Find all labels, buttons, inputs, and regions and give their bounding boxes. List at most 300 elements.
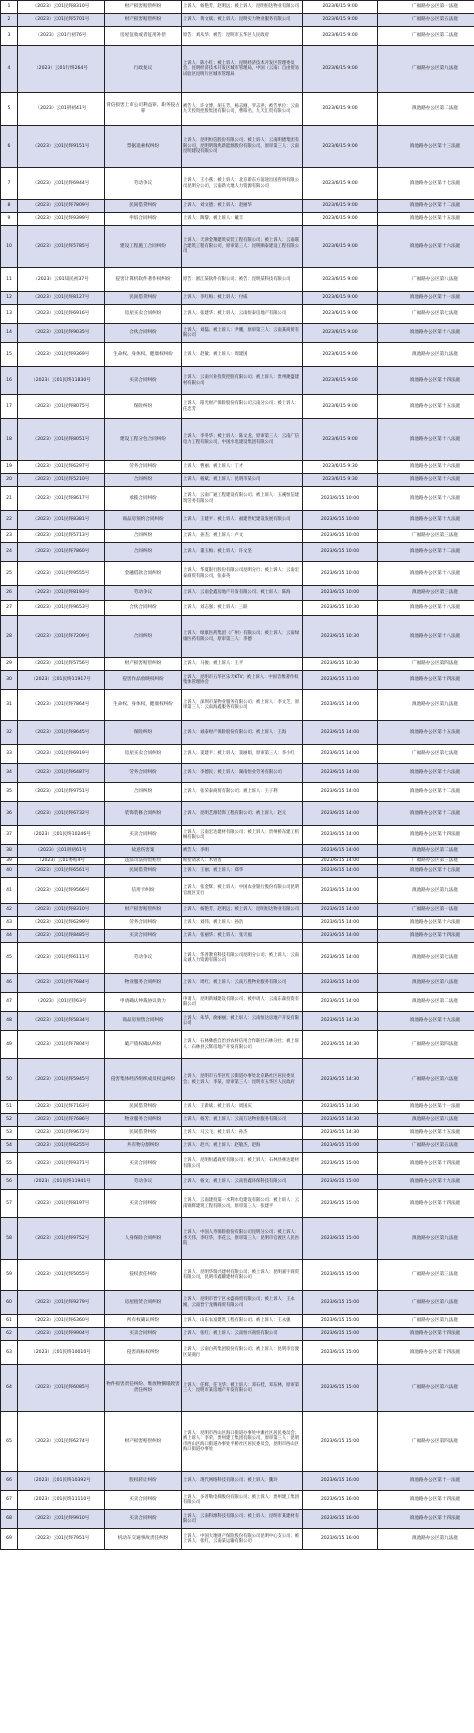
case-cause: 物业服务合同纠纷 [105,974,182,993]
case-parties: 上诉人：朱华，俞丽丽；被上诉人：云南恒达房地产开发有限公司 [182,1012,303,1031]
case-number: （2023）云01刑初41号 [18,93,105,126]
table-row [1,671,474,690]
case-parties: 上诉人：现代网络科技有限公司；被上诉人：魏玲 [182,1472,303,1491]
courtroom: 广福路办公区第五法庭 [378,1140,474,1153]
courtroom: 广福路办公区第四法庭 [378,1031,474,1059]
hearing-time: 2023/6/15 14:00 [303,993,378,1012]
row-number: 4 [1,46,18,93]
case-cause: 侵害商标权纠纷 [105,1341,182,1365]
row-number: 9 [1,213,18,226]
row-number: 45 [1,943,18,974]
table-row [1,993,474,1012]
case-parties: 上诉人：孙杰；被上诉人：卢文 [182,530,303,543]
courtroom: 滇池路办公区第十九法庭 [378,511,474,530]
row-number: 13 [1,305,18,324]
table-row [1,168,474,200]
case-cause: 民间借贷纠纷 [105,1127,182,1140]
table-row [1,930,474,943]
case-cause: 所有权确认纠纷 [105,1315,182,1328]
hearing-time: 2023/6/15 16:00 [303,1510,378,1529]
case-number: （2023）云01民终5834号 [18,1012,105,1031]
hearing-time: 2023/6/15 15:00 [303,1341,378,1365]
case-parties: 上诉人：张建华；被上诉人：云南恒泰房地产有限公司 [182,305,303,324]
case-number: （2023）云01民终9151号 [18,126,105,168]
case-parties: 上诉人：云南白药集团股份有限公司；被上诉人：昆明市官渡区某商行 [182,1341,303,1365]
case-parties: 上诉人：华夏银行股份有限公司昆明分行；被上诉人：云南宏泰商贸有限公司，张泰英 [182,562,303,586]
case-cause: 买卖合同纠纷 [105,826,182,845]
table-row [1,802,474,826]
case-cause: 申诉合同纠纷 [105,213,182,226]
case-cause: 保险纠纷 [105,721,182,745]
case-number: （2023）云01民终9751号 [18,783,105,802]
table-row [1,858,474,865]
case-parties: 上诉人：云南金鑫房地产开发有限公司；被上诉人：陈海 [182,586,303,601]
courtroom: 广福路办公区第三法庭 [378,858,474,865]
courtroom: 滇池路办公区第八法庭 [378,974,474,993]
table-row [1,1153,474,1175]
case-parties: 上诉人：王建平；被上诉人：福建世纪建设发展有限公司 [182,511,303,530]
case-parties: 上诉人：张丽华；被上诉人：张天福 [182,930,303,943]
case-parties: 上诉人：云南宏达建材有限公司；被上诉人：贵州桥东建工机械有限公司 [182,826,303,845]
courtroom: 广福路办公区第九法庭 [378,46,474,93]
row-number: 47 [1,993,18,1012]
hearing-time: 2023/6/15 14:00 [303,764,378,783]
case-cause: 民间借贷纠纷 [105,200,182,213]
table-row [1,1510,474,1529]
row-number: 36 [1,802,18,826]
case-number: （2023）云01民终7804号 [18,1031,105,1059]
row-number: 14 [1,324,18,343]
case-cause: 劳务合同纠纷 [105,917,182,930]
case-number: （2023）云01民终8381号 [18,511,105,530]
table-row [1,1,474,14]
case-parties: 上诉人：中国大地财产保险股份有限公司昆明中心支公司；被上诉人：张红，云南某运输有限公司 [182,1529,303,1550]
row-number: 59 [1,1260,18,1291]
table-row [1,530,474,543]
row-number: 6 [1,126,18,168]
row-number: 23 [1,530,18,543]
courtroom: 滇池路办公区第十八法庭 [378,562,474,586]
hearing-time: 2023/6/15 14:30 [303,1012,378,1031]
row-number: 29 [1,658,18,671]
case-parties: 被告人：李明 [182,845,303,858]
table-row [1,845,474,858]
row-number: 22 [1,511,18,530]
hearing-time: 2023/6/15 10:00 [303,487,378,511]
row-number: 60 [1,1291,18,1315]
hearing-time: 2023/6/15 15:00 [303,1175,378,1190]
courtroom: 滇池路办公区第十四法庭 [378,671,474,690]
case-number: （2023）云01民终11917号 [18,671,105,690]
row-number: 33 [1,745,18,764]
case-number: （2023）云01委赔4号 [18,858,105,865]
courtroom: 广福路办公区第一法庭 [378,1,474,14]
case-parties: 上诉人：昆明市五华区红云街道办事处北京路社区居民委员会；被上诉人：李某，原审第三人：昆明市五华区人民政府 [182,1059,303,1101]
case-parties: 上诉人：张红；被上诉人：云南恒兴商贸有限公司 [182,1328,303,1341]
table-row [1,1175,474,1190]
case-number: （2023）云01民终8310号 [18,1,105,14]
case-parties: 上诉人：诚泰财产保险股份有限公司；被上诉人：王海 [182,721,303,745]
case-cause: 申请确认仲裁协议效力 [105,993,182,1012]
courtroom: 广福路办公区第二法庭 [378,27,474,46]
courtroom: 广福路办公区第三法庭 [378,530,474,543]
case-cause: 劳动争议 [105,586,182,601]
table-row [1,474,474,487]
row-number: 15 [1,343,18,367]
case-number: （2023）云01民终8193号 [18,586,105,601]
row-number: 68 [1,1510,18,1529]
row-number: 66 [1,1472,18,1491]
case-parties: 上诉人：董玉梅；被上诉人：许文坚 [182,543,303,562]
case-number: （2023）云01民终7860号 [18,543,105,562]
row-number: 18 [1,419,18,461]
case-parties: 上诉人：昆明市五华区乐天KTV；被上诉人：中国音像著作权集体管理协会 [182,671,303,690]
case-parties: 上诉人：昆明市晋宁区永盛商贸有限公司；被上诉人：王永刚，云南晋宁龙腾商贸有限公司 [182,1291,303,1315]
case-cause: 侵害作品放映权纠纷 [105,671,182,690]
hearing-time: 2023/6/15 9:00 [303,168,378,200]
courtroom: 广福路办公区第六法庭 [378,1059,474,1101]
hearing-time: 2023/6/15 15:00 [303,1190,378,1218]
hearing-time: 2023/6/15 10:30 [303,601,378,616]
table-row [1,721,474,745]
row-number: 61 [1,1315,18,1328]
table-row [1,461,474,474]
case-number: （2023）云01民终7809号 [18,200,105,213]
case-parties: 上诉人：阳光财产保险股份有限公司云南分公司；被上诉人：任忠芳 [182,395,303,419]
hearing-time: 2023/6/15 9:00 [303,46,378,93]
case-parties: 上诉人：马云飞；被上诉人：孙杰 [182,1127,303,1140]
case-parties: 上诉人：张金辉；被上诉人：中国农业银行股份有限公司昆明官渡区支行 [182,878,303,904]
hearing-time: 2023/6/15 9:00 [303,126,378,168]
case-number: （2023）云01刑初61号 [18,845,105,858]
table-row [1,511,474,530]
case-cause: 合同纠纷 [105,530,182,543]
table-row [1,419,474,461]
courtroom: 滇池路办公区第十六法庭 [378,461,474,474]
hearing-time: 2023/6/15 15:00 [303,1260,378,1291]
hearing-time: 2023/6/15 15:00 [303,1315,378,1328]
case-parties: 上诉人：刘文德；被上诉人：赵丽华 [182,200,303,213]
hearing-time: 2023/6/15 14:00 [303,690,378,721]
courtroom: 广福路办公区第七法庭 [378,305,474,324]
row-number: 52 [1,1114,18,1127]
hearing-schedule-body [1,1,474,1550]
case-number: （2023）云01民终6561号 [18,865,105,878]
case-number: （2023）云01民终6085号 [18,1365,105,1412]
case-number: （2023）云01民终6919号 [18,745,105,764]
hearing-time: 2023/6/15 10:00 [303,530,378,543]
case-number: （2023）云01民终6274号 [18,1412,105,1472]
courtroom: 滇池路办公区第十八法庭 [378,324,474,343]
case-parties: 上诉人：周红；被上诉人：云南万胜物业服务有限公司 [182,974,303,993]
case-number: （2023）云01民终6944号 [18,168,105,200]
case-parties: 上诉人：陶黎；被上诉人：戴丰 [182,213,303,226]
courtroom: 滇池路办公区第十四法庭 [378,1491,474,1510]
case-parties: 上诉人：昆明艺源装饰工程有限公司；被上诉人：赵元 [182,802,303,826]
courtroom: 滇池路办公区第十五法庭 [378,395,474,419]
table-row [1,543,474,562]
case-number: （2023）云01民终8051号 [18,419,105,461]
case-cause: 股权转让纠纷 [105,1472,182,1491]
case-cause: 建设工程施工合同纠纷 [105,226,182,268]
row-number: 56 [1,1175,18,1190]
case-number: （2023）云01民终6299号 [18,917,105,930]
case-number: （2023）云01民终9555号 [18,562,105,586]
case-cause: 违法司法拘留赔偿 [105,858,182,865]
courtroom: 滇池路办公区第九法庭 [378,1218,474,1260]
row-number: 31 [1,690,18,721]
case-cause: 商品房预约合同纠纷 [105,511,182,530]
case-number: （2023）云01民终9279号 [18,1291,105,1315]
case-parties: 上诉人：昆明市西山区海口街道办事处中滩社区居民委员会；被上诉人：李荣，贵州建工集团有限公司，原审第三人：昆明市西山区海口街道办事处平桥社区居民委员会，昆明市西山区海口街道办事处 [182,1412,303,1472]
hearing-time: 2023/6/15 14:30 [303,1101,378,1114]
case-cause: 民间借贷纠纷 [105,292,182,305]
hearing-time: 2023/6/15 9:00 [303,226,378,268]
case-parties: 上诉人：窦建平；被上诉人：窦丽娟，原审第三人：李小红 [182,745,303,764]
hearing-time: 2023/6/15 9:30 [303,474,378,487]
case-parties: 原告：刘从华；被告：昆明市五华区人民政府 [182,27,303,46]
courtroom: 滇池路办公区第十六法庭 [378,226,474,268]
table-row [1,658,474,671]
case-cause: 买卖合同纠纷 [105,1510,182,1529]
table-row [1,1012,474,1031]
row-number: 26 [1,586,18,601]
courtroom: 广福路办公区第八法庭 [378,1291,474,1315]
hearing-time: 2023/6/15 15:00 [303,1218,378,1260]
hearing-time: 2023/6/15 9:00 [303,200,378,213]
row-number: 69 [1,1529,18,1550]
case-number: （2023）云01民终6360号 [18,1315,105,1328]
row-number: 55 [1,1153,18,1175]
table-row [1,305,474,324]
courtroom: 滇池路办公区第十八法庭 [378,616,474,658]
case-number: （2023）云01民终8197号 [18,1190,105,1218]
case-cause: 金融借款合同纠纷 [105,562,182,586]
case-parties: 上诉人：马俊；被上诉人：王平 [182,658,303,671]
table-row [1,200,474,213]
courtroom: 滇池路办公区第十七法庭 [378,168,474,200]
case-cause: 合同纠纷 [105,474,182,487]
hearing-time: 2023/6/15 14:00 [303,721,378,745]
case-number: （2023）云01民终5210号 [18,474,105,487]
row-number: 51 [1,1101,18,1114]
case-number: （2023）云01民终7684号 [18,974,105,993]
case-cause: 信用卡纠纷 [105,878,182,904]
table-row [1,46,474,93]
table-row [1,616,474,658]
courtroom: 滇池路办公区第十四法庭 [378,1328,474,1341]
case-cause: 合同纠纷 [105,783,182,802]
case-number: （2023）云01民终5055号 [18,1260,105,1291]
case-cause: 房屋买卖合同纠纷 [105,305,182,324]
hearing-time: 2023/6/15 14:00 [303,930,378,943]
hearing-time: 2023/6/15 14:30 [303,1114,378,1127]
row-number: 2 [1,14,18,27]
case-parties: 申请人：昆明新城建设有限公司；被申请人：云南东森投资有限公司 [182,993,303,1012]
hearing-time: 2023/6/15 14:00 [303,974,378,993]
row-number: 43 [1,917,18,930]
case-cause: 承揽合同纠纷 [105,487,182,511]
table-row [1,783,474,802]
case-parties: 上诉人：山东农富建筑工程有限公司；被上诉人：王永强 [182,1315,303,1328]
table-row [1,1365,474,1412]
case-number: （2023）云01民终8485号 [18,930,105,943]
row-number: 28 [1,616,18,658]
hearing-time: 2023/6/15 9:00 [303,367,378,395]
case-parties: 上诉人：任辉，任飞华；被上诉人：邓石桂，邓东林，原审第三人：昆明市某房地产开发有限公司 [182,1365,303,1412]
hearing-time: 2023/6/15 14:00 [303,904,378,917]
hearing-time: 2023/6/15 14:30 [303,1059,378,1101]
case-cause: 机动车交通事故责任纠纷 [105,1529,182,1550]
courtroom: 滇池路办公区第十八法庭 [378,601,474,616]
hearing-time: 2023/6/15 16:00 [303,1529,378,1550]
hearing-time: 2023/6/15 14:00 [303,783,378,802]
hearing-time: 2023/6/15 14:00 [303,845,378,858]
row-number: 17 [1,395,18,419]
case-number: （2023）云01民终9904号 [18,1328,105,1341]
hearing-time: 2023/6/15 9:00 [303,395,378,419]
courtroom: 滇池路办公区第十二法庭 [378,783,474,802]
hearing-time: 2023/6/15 10:00 [303,586,378,601]
case-parties: 上诉人：昆明恒鑫商贸有限公司；被上诉人：石林县林达建材有限公司 [182,1153,303,1175]
courtroom: 滇池路办公区第十四法庭 [378,367,474,395]
hearing-time: 2023/6/15 9:00 [303,213,378,226]
table-row [1,1529,474,1550]
table-row [1,1101,474,1114]
case-cause: 票据追索权纠纷 [105,126,182,168]
case-number: （2023）云01民终8310号 [18,904,105,917]
case-number: （2023）云01民终9371号 [18,1153,105,1175]
row-number: 30 [1,671,18,690]
case-cause: 侵害计算机软件著作权纠纷 [105,268,182,292]
row-number: 34 [1,764,18,783]
case-number: （2023）云01民终6732号 [18,802,105,826]
row-number: 57 [1,1190,18,1218]
hearing-time: 2023/6/15 9:00 [303,419,378,461]
case-cause: 合同纠纷 [105,543,182,562]
case-parties: 上诉人：杨艳芳，赵明远；被上诉人：昆明恒达物业有限公司 [182,1,303,14]
case-number: （2023）云01民终5756号 [18,658,105,671]
hearing-time: 2023/6/15 14:00 [303,917,378,930]
case-number: （2023）云01民终7686号 [18,1114,105,1127]
table-row [1,1491,474,1510]
case-cause: 合同纠纷 [105,616,182,658]
case-cause: 背信损害上市公司利益罪、职务侵占罪 [105,93,182,126]
case-parties: 上诉人：王丽；被上诉人：郑华 [182,865,303,878]
courtroom: 滇池路办公区第十九法庭 [378,1175,474,1190]
case-cause: 行政复议 [105,46,182,93]
courtroom: 滇池路办公区第二法庭 [378,93,474,126]
table-row [1,27,474,46]
courtroom: 广福路办公区第四法庭 [378,1412,474,1472]
case-parties: 上诉人：云南建投第一水利水电建设有限公司；被上诉人：云南锦辉建筑工程有限公司，原审第三人：张建平 [182,1190,303,1218]
case-parties: 原告：浙江某软件有限公司；被告：昆明某科技有限公司 [182,268,303,292]
case-parties: 上诉人：多普勒电梯股份有限公司；被上诉人：贵州建工集团有限公司 [182,1491,303,1510]
row-number: 37 [1,826,18,845]
table-row [1,1031,474,1059]
case-cause: 财产损害赔偿纠纷 [105,14,182,27]
case-cause: 买卖合同纠纷 [105,1328,182,1341]
case-cause: 侵害集体经济组织成员权益纠纷 [105,1059,182,1101]
hearing-time: 2023/6/15 9:00 [303,343,378,367]
courtroom: 滇池路办公区第十六法庭 [378,764,474,783]
case-parties: 上诉人：华普教育科技有限公司昆明分公司；被上诉人：云南众诚人力资源有限公司 [182,943,303,974]
case-number: （2023）云01民终11941号 [18,1175,105,1190]
courtroom: 滇池路办公区第七法庭 [378,943,474,974]
courtroom: 滇池路办公区第八法庭 [378,1114,474,1127]
row-number: 35 [1,783,18,802]
courtroom: 滇池路办公区第二法庭 [378,845,474,858]
row-number: 7 [1,168,18,200]
table-row [1,1341,474,1365]
row-number: 39 [1,858,18,865]
case-cause: 故意伤害案 [105,845,182,858]
case-number: （2023）云01民终11110号 [18,1491,105,1510]
table-row [1,826,474,845]
case-cause: 装饰装修合同纠纷 [105,802,182,826]
case-number: （2023）云01民终9672号 [18,1127,105,1140]
table-row [1,1328,474,1341]
hearing-time: 2023/6/15 10:30 [303,658,378,671]
case-number: （2023）云01民终7163号 [18,1101,105,1114]
case-number: （2023）云01民终5945号 [18,1059,105,1101]
courtroom: 滇池路办公区第九法庭 [378,1529,474,1550]
courtroom: 滇池路办公区第十四法庭 [378,826,474,845]
case-cause: 买卖合同纠纷 [105,1190,182,1218]
case-cause: 劳务合同纠纷 [105,764,182,783]
table-row [1,268,474,292]
case-number: （2023）云01民终10392号 [18,1472,105,1491]
row-number: 25 [1,562,18,586]
hearing-time: 2023/6/15 9:00 [303,27,378,46]
table-row [1,601,474,616]
table-row [1,1472,474,1491]
case-cause: 生命权、身体权、健康权纠纷 [105,343,182,367]
case-number: （2023）云01民终7951号 [18,1529,105,1550]
table-row [1,367,474,395]
hearing-time: 2023/6/15 14:00 [303,826,378,845]
case-cause: 建设工程分包合同纠纷 [105,419,182,461]
case-cause: 房屋征收或者征用补偿 [105,27,182,46]
table-row [1,1260,474,1291]
courtroom: 滇池路办公区第十二法庭 [378,200,474,213]
case-cause: 劳务合同纠纷 [105,461,182,474]
case-number: （2023）云01民终5713号 [18,530,105,543]
hearing-time: 2023/6/15 10:30 [303,616,378,658]
case-cause: 劳动争议 [105,168,182,200]
case-parties: 上诉人：刘伟；被上诉人：孙浩 [182,917,303,930]
table-row [1,343,474,367]
case-cause: 房屋租赁合同纠纷 [105,1291,182,1315]
case-number: （2023）云01民终7209号 [18,616,105,658]
courtroom: 滇池路办公区第十一法庭 [378,1472,474,1491]
case-parties: 上诉人：刘磊；被上诉人：尹鹏，原审第三人：云南某商贸有限公司 [182,324,303,343]
courtroom: 广福路办公区第四法庭 [378,658,474,671]
hearing-time: 2023/6/15 14:00 [303,745,378,764]
case-number: （2023）云01民终8617号 [18,487,105,511]
case-parties: 上诉人：王小燕；被上诉人：北京新东方前途出国咨询有限公司昆明分公司，云南新大地人力资源有限公司 [182,168,303,200]
row-number: 49 [1,1031,18,1059]
case-cause: 买卖合同纠纷 [105,930,182,943]
table-row [1,1291,474,1315]
case-number: （2023）云01民特63号 [18,993,105,1012]
table-row [1,943,474,974]
courtroom: 滇池路办公区第十一法庭 [378,1101,474,1114]
row-number: 62 [1,1328,18,1341]
hearing-time: 2023/6/15 10:00 [303,562,378,586]
courtroom: 滇池路办公区第十四法庭 [378,1341,474,1365]
row-number: 54 [1,1140,18,1153]
